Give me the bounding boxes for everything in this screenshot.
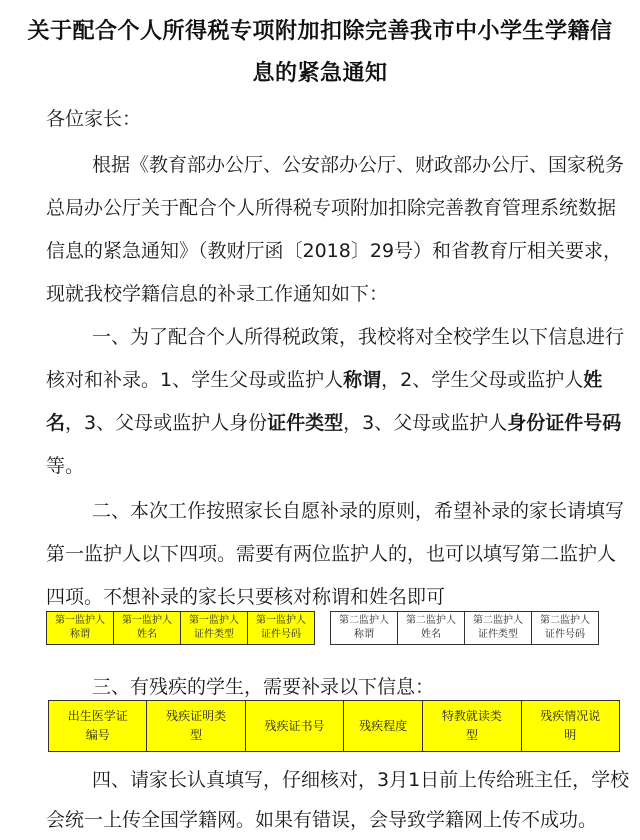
table-cell: 残疾程度 [344, 701, 423, 752]
table-cell: 第一监护人 证件号码 [248, 612, 315, 645]
section4-line-2: 会统一上传全国学籍网。如果有错误，会导致学籍网上传不成功。 [46, 809, 598, 831]
table-cell: 第一监护人 称谓 [47, 612, 114, 645]
table-cell: 第二监护人 证件类型 [465, 612, 532, 645]
first-guardian-table [46, 611, 315, 645]
table-cell: 第一监护人 证件类型 [181, 612, 248, 645]
disability-table [48, 700, 620, 752]
section1-text: ，3、父母或监护人身份 [65, 412, 268, 434]
table-cell: 特教就读类 型 [423, 701, 521, 752]
section2-line-1: 二、本次工作按照家长自愿补录的原则，希望补录的家长请填写 [92, 500, 625, 522]
section1-line-3 [46, 408, 621, 435]
section2-line-3: 四项。不想补录的家长只要核对称谓和姓名即可 [46, 586, 446, 608]
table-cell: 出生医学证 编号 [49, 701, 147, 752]
keyword-id-type: 证件类型 [267, 412, 344, 434]
table-row [47, 612, 315, 645]
table-cell: 残疾情况说 明 [521, 701, 619, 752]
table-cell: 第二监护人 称谓 [331, 612, 398, 645]
intro-line-4: 现就我校学籍信息的补录工作通知如下： [46, 283, 389, 305]
keyword-id-number: 身份证件号码 [507, 412, 622, 434]
keyword-name-part2: 名 [46, 412, 66, 434]
intro-line-3: 信息的紧急通知》（教财厅函〔2018〕29号）和省教育厅相关要求， [46, 240, 623, 262]
table-cell: 残疾证明类 型 [147, 701, 245, 752]
section1-text: ，3、父母或监护人 [343, 412, 508, 434]
section2-line-2: 第一监护人以下四项。需要有两位监护人的，也可以填写第二监护人 [46, 543, 617, 565]
table-cell: 残疾证书号 [245, 701, 343, 752]
second-guardian-table [330, 611, 599, 645]
table-cell: 第二监护人 姓名 [398, 612, 465, 645]
table-row [331, 612, 599, 645]
intro-line-2: 总局办公厅关于配合个人所得税专项附加扣除完善教育管理系统数据 [46, 197, 617, 219]
section1-line-2 [46, 365, 602, 392]
title-line-1: 关于配合个人所得税专项附加扣除完善我市中小学生学籍信 [27, 19, 613, 44]
greeting: 各位家长： [46, 108, 142, 130]
section1-line-1: 一、为了配合个人所得税政策，我校将对全校学生以下信息进行 [92, 326, 625, 348]
table-cell: 第一监护人 姓名 [114, 612, 181, 645]
section4-line-1: 四、请家长认真填写，仔细核对，3月1日前上传给班主任，学校 [92, 769, 630, 791]
intro-line-1: 根据《教育部办公厅、公安部办公厅、财政部办公厅、国家税务 [92, 154, 625, 176]
keyword-title: 称谓 [343, 369, 382, 391]
table-row [49, 701, 620, 752]
table-cell: 第二监护人 证件号码 [532, 612, 599, 645]
keyword-name-part1: 姓 [583, 369, 603, 391]
section1-text: 核对和补录。1、学生父母或监护人 [46, 369, 344, 391]
section3-line: 三、有残疾的学生，需要补录以下信息： [92, 676, 435, 698]
section1-text: ，2、学生父母或监护人 [381, 369, 584, 391]
section1-line-4: 等。 [46, 455, 85, 477]
title-line-2: 息的紧急通知 [252, 61, 388, 86]
